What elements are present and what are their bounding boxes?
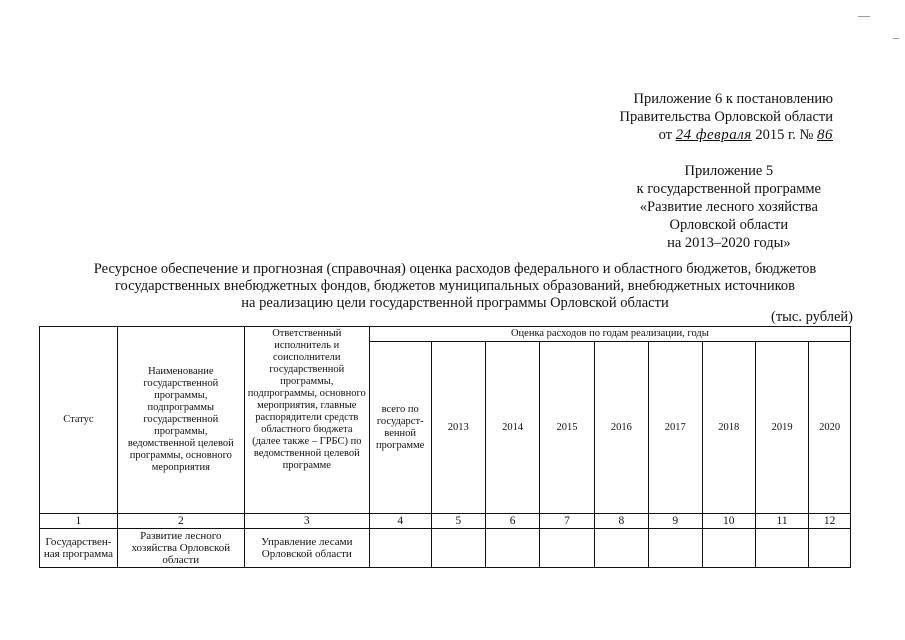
column-number: 1 <box>40 514 118 529</box>
column-number: 2 <box>117 514 244 529</box>
handwritten-date: 24 февраля <box>675 127 752 143</box>
appendix-5-line5: на 2013–2020 годы» <box>667 235 791 251</box>
header-year: 2014 <box>485 342 539 514</box>
header-year: 2016 <box>594 342 648 514</box>
column-number: 8 <box>594 514 648 529</box>
row-responsible: Управление лесами Орловской области <box>244 529 369 568</box>
header-expense-group: Оценка расходов по годам реализации, годы <box>369 327 850 342</box>
row-cell <box>809 529 851 568</box>
row-cell <box>540 529 594 568</box>
column-number: 12 <box>809 514 851 529</box>
header-year: 2013 <box>431 342 485 514</box>
appendix-5-line1: Приложение 5 <box>684 163 774 179</box>
row-cell <box>649 529 702 568</box>
appendix-6-line2: Правительства Орловской области <box>619 109 833 125</box>
column-number: 3 <box>244 514 369 529</box>
expenses-table <box>39 326 851 568</box>
column-number: 4 <box>369 514 431 529</box>
row-name: Развитие лесного хозяйства Орловской области <box>117 529 244 568</box>
document-title <box>55 261 855 312</box>
handwritten-number: 86 <box>817 127 833 143</box>
row-cell <box>702 529 755 568</box>
column-number: 6 <box>485 514 539 529</box>
appendix-5-line2: к государственной программе <box>636 181 821 197</box>
row-cell <box>369 529 431 568</box>
column-number: 5 <box>431 514 485 529</box>
header-year: 2017 <box>649 342 702 514</box>
appendix-5-line3: «Развитие лесного хозяйства <box>639 199 818 215</box>
table-row <box>40 529 851 568</box>
header-total: всего по государст-венной программе <box>369 342 431 514</box>
header-year: 2018 <box>702 342 755 514</box>
row-cell <box>431 529 485 568</box>
column-number: 7 <box>540 514 594 529</box>
scan-mark: – <box>893 30 899 44</box>
appendix-5-line4: Орловской области <box>669 217 789 233</box>
appendix-5-header <box>637 162 821 252</box>
appendix-6-line1: Приложение 6 к постановлению <box>633 91 833 107</box>
column-number: 11 <box>755 514 808 529</box>
header-year: 2019 <box>755 342 808 514</box>
row-cell <box>755 529 808 568</box>
units-label: (тыс. рублей) <box>771 309 853 325</box>
header-responsible: Ответственный исполнитель и соисполнители государственной программы, подпрограммы, основного мероприятия, главные распорядители средств областного бюджета (далее также – ГРБС) по ведомственной целевой программе <box>244 327 369 514</box>
column-number: 9 <box>649 514 702 529</box>
appendix-6-date-line: от 24 февраля 2015 г. № 86 <box>658 127 833 143</box>
header-year: 2020 <box>809 342 851 514</box>
title-line2: государственных внебюджетных фондов, бюджетов муниципальных образований, внебюджетных источников <box>114 278 796 294</box>
row-status: Государствен-ная программа <box>40 529 118 568</box>
column-numbers-row <box>40 514 851 529</box>
header-status: Статус <box>40 327 118 514</box>
header-year: 2015 <box>540 342 594 514</box>
column-number: 10 <box>702 514 755 529</box>
title-line1: Ресурсное обеспечение и прогнозная (справочная) оценка расходов федерального и областного бюджетов, бюджетов <box>93 261 817 277</box>
title-line3: на реализацию цели государственной программы Орловской области <box>241 295 669 311</box>
appendix-6-header <box>620 90 834 144</box>
header-name: Наименование государственной программы, подпрограммы государственной программы, ведомственной целевой программы, основного мероприятия <box>117 327 244 514</box>
row-cell <box>485 529 539 568</box>
row-cell <box>594 529 648 568</box>
scan-mark: — <box>858 8 870 22</box>
